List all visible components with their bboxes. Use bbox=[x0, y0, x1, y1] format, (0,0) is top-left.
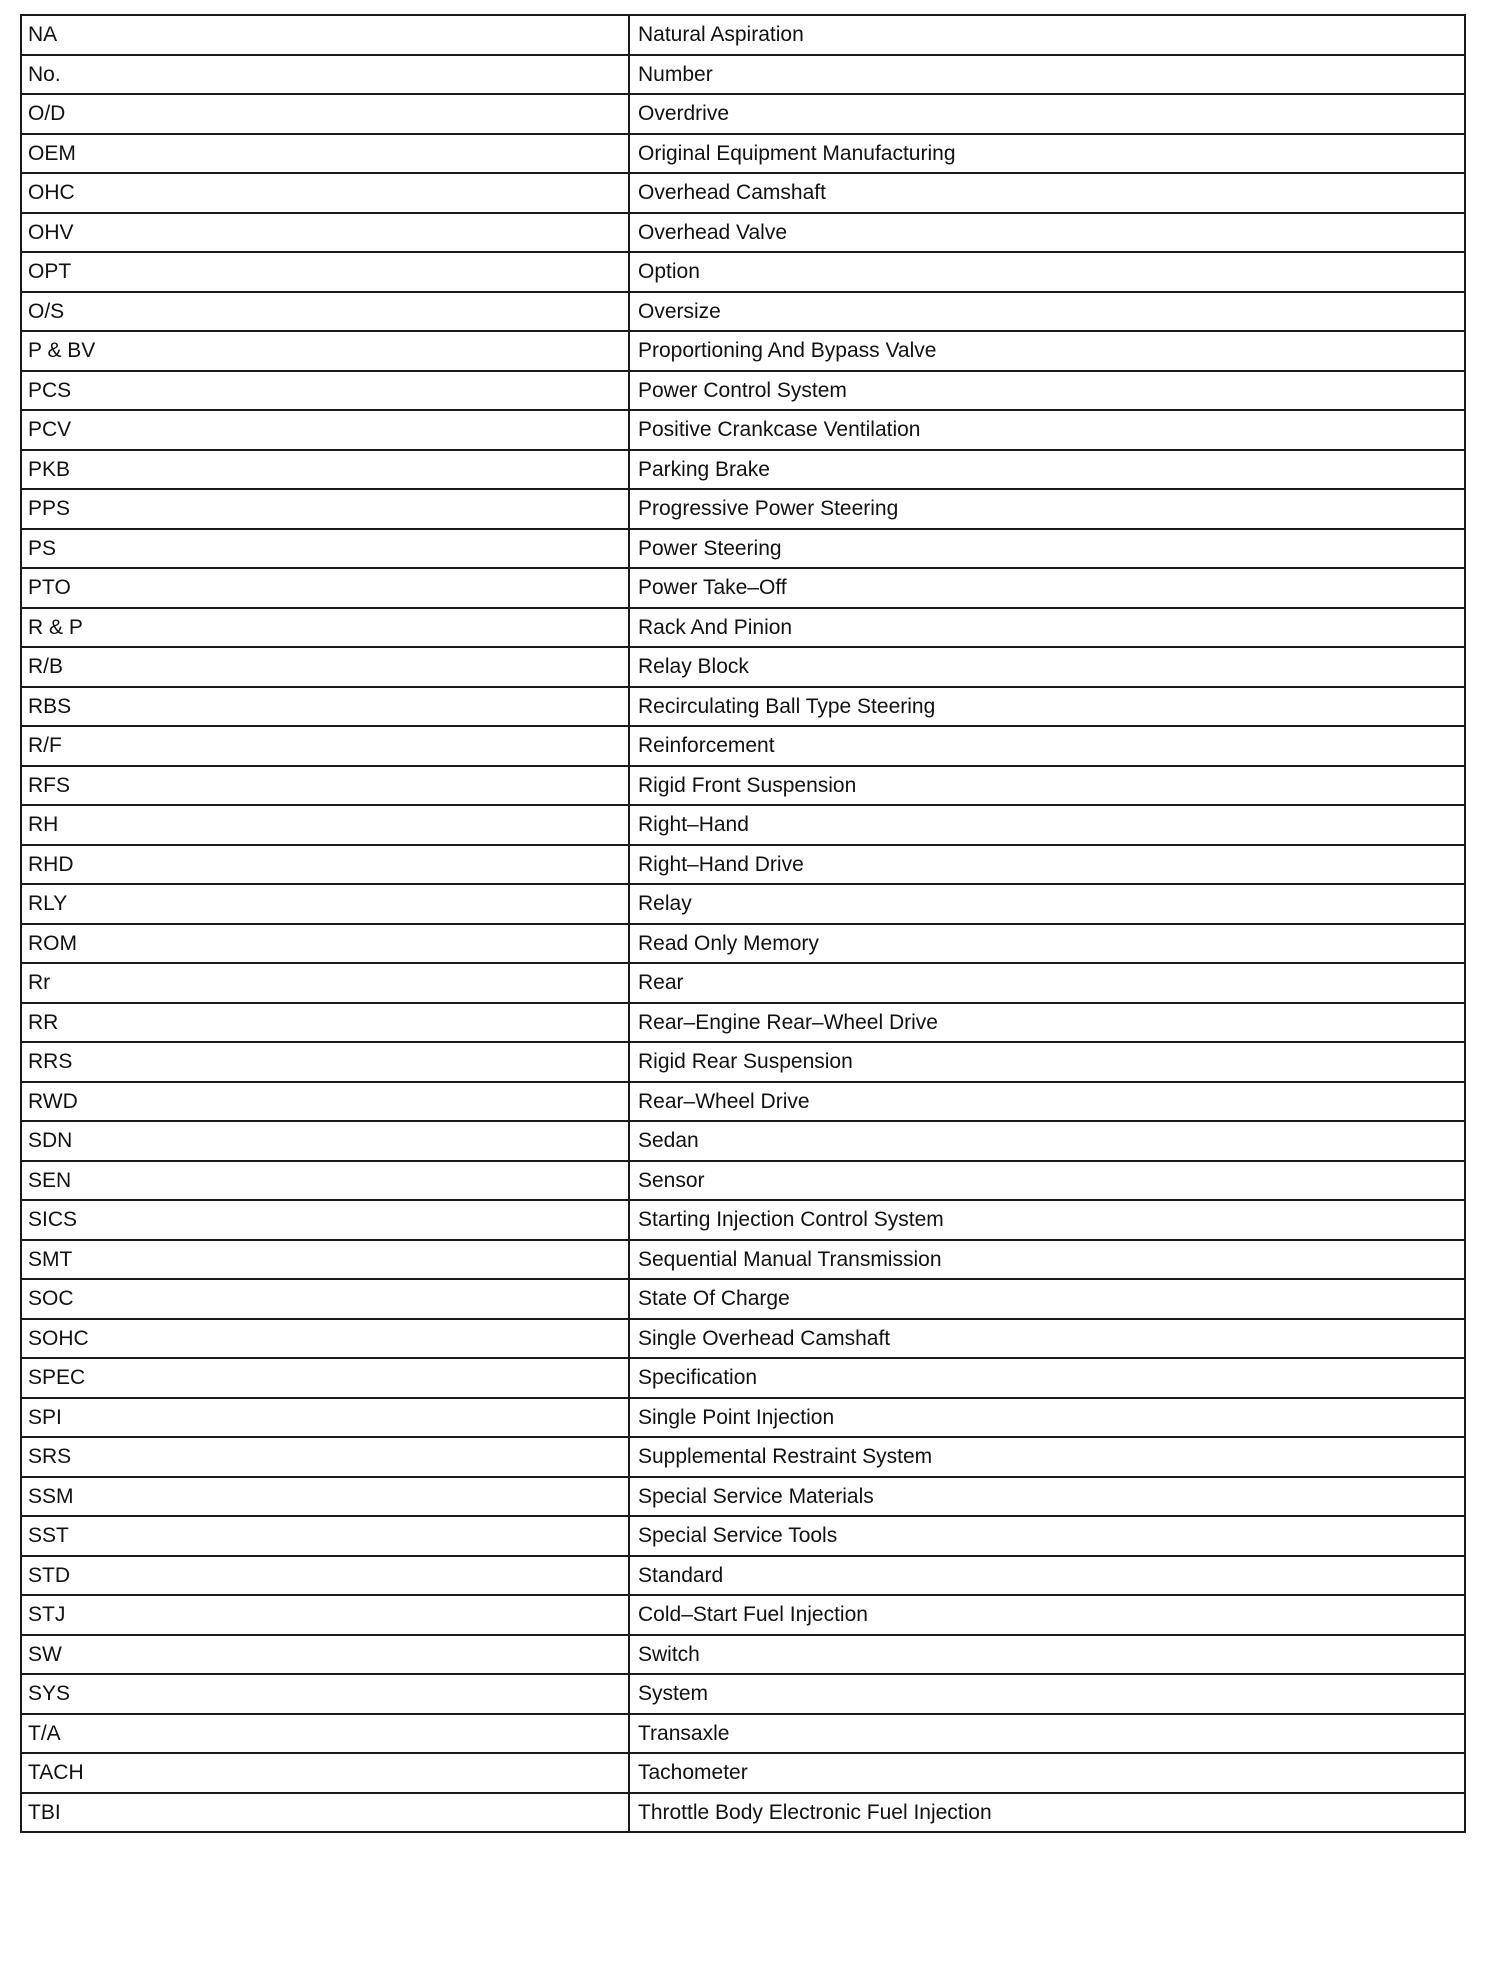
meaning-cell: Positive Crankcase Ventilation bbox=[629, 410, 1465, 450]
meaning-cell: Rear–Wheel Drive bbox=[629, 1082, 1465, 1122]
meaning-cell: Starting Injection Control System bbox=[629, 1200, 1465, 1240]
meaning-cell: Recirculating Ball Type Steering bbox=[629, 687, 1465, 727]
meaning-cell: Single Overhead Camshaft bbox=[629, 1319, 1465, 1359]
table-row bbox=[21, 766, 1465, 806]
meaning-cell: Single Point Injection bbox=[629, 1398, 1465, 1438]
abbreviation-cell: RHD bbox=[21, 845, 629, 885]
abbreviation-cell: PS bbox=[21, 529, 629, 569]
abbreviation-cell: SPEC bbox=[21, 1358, 629, 1398]
meaning-cell: Switch bbox=[629, 1635, 1465, 1675]
meaning-cell: Transaxle bbox=[629, 1714, 1465, 1754]
table-row bbox=[21, 1003, 1465, 1043]
table-row bbox=[21, 1477, 1465, 1517]
table-row bbox=[21, 726, 1465, 766]
abbreviation-cell: RFS bbox=[21, 766, 629, 806]
meaning-cell: Rear–Engine Rear–Wheel Drive bbox=[629, 1003, 1465, 1043]
table-row bbox=[21, 1516, 1465, 1556]
meaning-cell: Right–Hand Drive bbox=[629, 845, 1465, 885]
abbreviation-cell: P & BV bbox=[21, 331, 629, 371]
abbreviation-cell: PCV bbox=[21, 410, 629, 450]
meaning-cell: Natural Aspiration bbox=[629, 15, 1465, 55]
meaning-cell: Sequential Manual Transmission bbox=[629, 1240, 1465, 1280]
table-row bbox=[21, 1556, 1465, 1596]
table-row bbox=[21, 410, 1465, 450]
abbreviation-cell: SOHC bbox=[21, 1319, 629, 1359]
abbreviation-cell: RRS bbox=[21, 1042, 629, 1082]
meaning-cell: Rear bbox=[629, 963, 1465, 1003]
table-row bbox=[21, 1042, 1465, 1082]
abbreviation-cell: SEN bbox=[21, 1161, 629, 1201]
table-row bbox=[21, 608, 1465, 648]
abbreviation-cell: No. bbox=[21, 55, 629, 95]
abbreviation-cell: SRS bbox=[21, 1437, 629, 1477]
table-row bbox=[21, 805, 1465, 845]
abbreviation-cell: T/A bbox=[21, 1714, 629, 1754]
abbreviation-cell: TBI bbox=[21, 1793, 629, 1833]
meaning-cell: Sedan bbox=[629, 1121, 1465, 1161]
meaning-cell: Power Control System bbox=[629, 371, 1465, 411]
table-row bbox=[21, 331, 1465, 371]
meaning-cell: Relay bbox=[629, 884, 1465, 924]
abbreviation-cell: OEM bbox=[21, 134, 629, 174]
abbreviation-cell: OPT bbox=[21, 252, 629, 292]
abbreviation-cell: R/F bbox=[21, 726, 629, 766]
abbreviation-cell: SSM bbox=[21, 1477, 629, 1517]
abbreviation-cell: RLY bbox=[21, 884, 629, 924]
abbreviation-cell: RR bbox=[21, 1003, 629, 1043]
abbreviation-cell: RBS bbox=[21, 687, 629, 727]
abbreviation-cell: PTO bbox=[21, 568, 629, 608]
abbreviation-cell: PCS bbox=[21, 371, 629, 411]
abbreviation-table-body bbox=[21, 15, 1465, 1832]
meaning-cell: State Of Charge bbox=[629, 1279, 1465, 1319]
abbreviation-cell: O/S bbox=[21, 292, 629, 332]
meaning-cell: Relay Block bbox=[629, 647, 1465, 687]
table-row bbox=[21, 924, 1465, 964]
meaning-cell: Parking Brake bbox=[629, 450, 1465, 490]
meaning-cell: Reinforcement bbox=[629, 726, 1465, 766]
meaning-cell: Rigid Front Suspension bbox=[629, 766, 1465, 806]
table-row bbox=[21, 213, 1465, 253]
abbreviation-cell: RWD bbox=[21, 1082, 629, 1122]
table-row bbox=[21, 1674, 1465, 1714]
table-row bbox=[21, 647, 1465, 687]
table-row bbox=[21, 1358, 1465, 1398]
meaning-cell: Power Take–Off bbox=[629, 568, 1465, 608]
meaning-cell: Progressive Power Steering bbox=[629, 489, 1465, 529]
meaning-cell: Read Only Memory bbox=[629, 924, 1465, 964]
abbreviation-cell: SST bbox=[21, 1516, 629, 1556]
abbreviation-cell: OHV bbox=[21, 213, 629, 253]
meaning-cell: Standard bbox=[629, 1556, 1465, 1596]
table-row bbox=[21, 1161, 1465, 1201]
abbreviation-cell: SMT bbox=[21, 1240, 629, 1280]
meaning-cell: Overhead Camshaft bbox=[629, 173, 1465, 213]
abbreviation-cell: OHC bbox=[21, 173, 629, 213]
meaning-cell: Cold–Start Fuel Injection bbox=[629, 1595, 1465, 1635]
table-row bbox=[21, 1595, 1465, 1635]
table-row bbox=[21, 134, 1465, 174]
table-row bbox=[21, 845, 1465, 885]
abbreviation-cell: RH bbox=[21, 805, 629, 845]
table-row bbox=[21, 529, 1465, 569]
meaning-cell: Overdrive bbox=[629, 94, 1465, 134]
meaning-cell: Tachometer bbox=[629, 1753, 1465, 1793]
abbreviation-cell: STJ bbox=[21, 1595, 629, 1635]
meaning-cell: Rack And Pinion bbox=[629, 608, 1465, 648]
meaning-cell: Sensor bbox=[629, 1161, 1465, 1201]
meaning-cell: Proportioning And Bypass Valve bbox=[629, 331, 1465, 371]
table-row bbox=[21, 1398, 1465, 1438]
meaning-cell: Special Service Tools bbox=[629, 1516, 1465, 1556]
table-row bbox=[21, 371, 1465, 411]
table-row bbox=[21, 1240, 1465, 1280]
abbreviation-cell: PPS bbox=[21, 489, 629, 529]
abbreviation-cell: Rr bbox=[21, 963, 629, 1003]
abbreviation-cell: SPI bbox=[21, 1398, 629, 1438]
meaning-cell: Supplemental Restraint System bbox=[629, 1437, 1465, 1477]
table-row bbox=[21, 173, 1465, 213]
meaning-cell: Original Equipment Manufacturing bbox=[629, 134, 1465, 174]
table-row bbox=[21, 1200, 1465, 1240]
table-row bbox=[21, 1279, 1465, 1319]
meaning-cell: Option bbox=[629, 252, 1465, 292]
abbreviation-cell: R/B bbox=[21, 647, 629, 687]
abbreviation-cell: SDN bbox=[21, 1121, 629, 1161]
meaning-cell: Oversize bbox=[629, 292, 1465, 332]
abbreviation-cell: SICS bbox=[21, 1200, 629, 1240]
table-row bbox=[21, 1121, 1465, 1161]
meaning-cell: Number bbox=[629, 55, 1465, 95]
table-row bbox=[21, 1793, 1465, 1833]
meaning-cell: Special Service Materials bbox=[629, 1477, 1465, 1517]
table-row bbox=[21, 963, 1465, 1003]
abbreviation-table bbox=[20, 14, 1466, 1833]
table-row bbox=[21, 15, 1465, 55]
table-row bbox=[21, 489, 1465, 529]
table-row bbox=[21, 450, 1465, 490]
abbreviation-cell: R & P bbox=[21, 608, 629, 648]
meaning-cell: Throttle Body Electronic Fuel Injection bbox=[629, 1793, 1465, 1833]
meaning-cell: Power Steering bbox=[629, 529, 1465, 569]
abbreviation-cell: O/D bbox=[21, 94, 629, 134]
table-row bbox=[21, 687, 1465, 727]
abbreviation-cell: TACH bbox=[21, 1753, 629, 1793]
abbreviation-cell: SOC bbox=[21, 1279, 629, 1319]
table-row bbox=[21, 1753, 1465, 1793]
table-row bbox=[21, 1437, 1465, 1477]
table-row bbox=[21, 1319, 1465, 1359]
abbreviation-cell: STD bbox=[21, 1556, 629, 1596]
table-row bbox=[21, 884, 1465, 924]
abbreviation-cell: PKB bbox=[21, 450, 629, 490]
abbreviation-cell: SYS bbox=[21, 1674, 629, 1714]
table-row bbox=[21, 252, 1465, 292]
meaning-cell: Specification bbox=[629, 1358, 1465, 1398]
table-row bbox=[21, 1714, 1465, 1754]
table-row bbox=[21, 55, 1465, 95]
table-row bbox=[21, 1635, 1465, 1675]
meaning-cell: Rigid Rear Suspension bbox=[629, 1042, 1465, 1082]
abbreviation-cell: ROM bbox=[21, 924, 629, 964]
table-row bbox=[21, 568, 1465, 608]
table-row bbox=[21, 94, 1465, 134]
meaning-cell: Overhead Valve bbox=[629, 213, 1465, 253]
meaning-cell: System bbox=[629, 1674, 1465, 1714]
table-row bbox=[21, 292, 1465, 332]
abbreviation-cell: SW bbox=[21, 1635, 629, 1675]
table-row bbox=[21, 1082, 1465, 1122]
abbreviation-cell: NA bbox=[21, 15, 629, 55]
meaning-cell: Right–Hand bbox=[629, 805, 1465, 845]
